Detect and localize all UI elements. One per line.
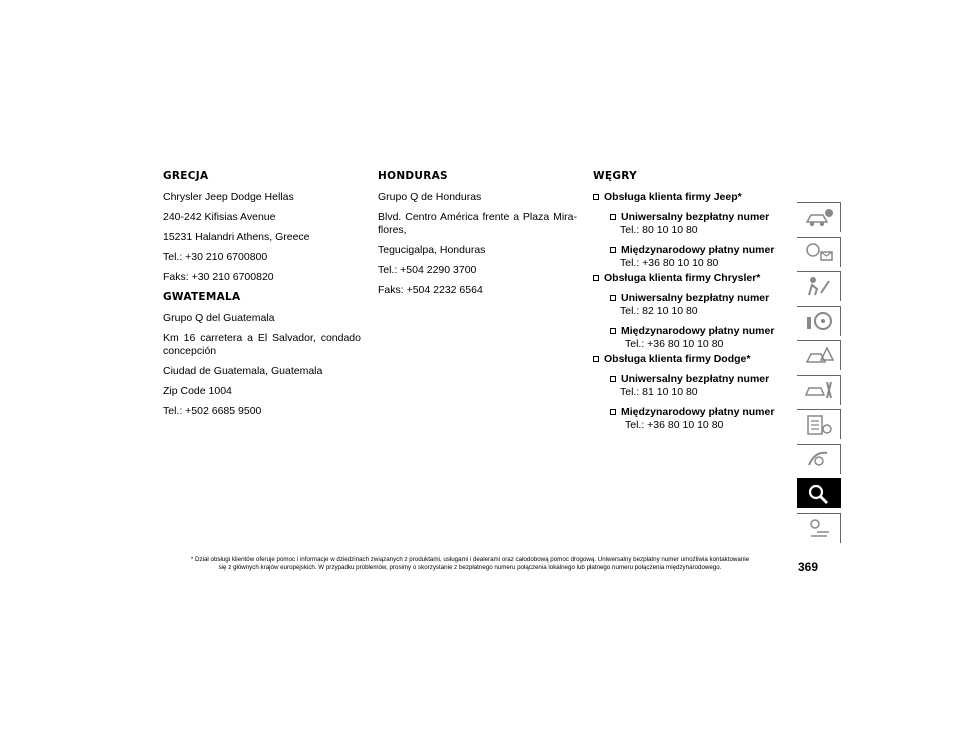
dashboard-mail-icon	[803, 240, 835, 264]
number-label: Międzynarodowy płatny numer	[621, 406, 775, 418]
honduras-line: Tegucigalpa, Honduras	[378, 244, 486, 256]
specs-icon	[803, 413, 835, 437]
tab-dashboard-mail[interactable]	[797, 237, 841, 267]
honduras-line: Tel.: +504 2290 3700	[378, 264, 477, 276]
greece-line: Chrysler Jeep Dodge Hellas	[163, 191, 294, 203]
footnote	[160, 556, 780, 572]
tab-warning[interactable]	[797, 340, 841, 370]
service-group-chrysler	[593, 272, 778, 351]
phone-value: Tel.: 82 10 10 80	[620, 305, 698, 317]
column-middle	[378, 170, 577, 304]
page-number: 369	[798, 560, 819, 574]
section-heading-hungary: WĘGRY	[593, 170, 637, 182]
service-group-dodge	[593, 353, 778, 432]
number-label: Międzynarodowy płatny numer	[621, 244, 775, 256]
tab-index[interactable]	[797, 513, 841, 543]
multimedia-icon	[803, 447, 835, 471]
group-title: Obsługa klienta firmy Jeep*	[604, 191, 742, 203]
tab-safety[interactable]	[797, 271, 841, 301]
service-group-jeep	[593, 191, 778, 270]
safety-person-icon	[803, 275, 835, 299]
greece-line: Tel.: +30 210 6700800	[163, 251, 268, 263]
phone-value: Tel.: 81 10 10 80	[620, 386, 698, 398]
greece-line: 15231 Halandri Athens, Greece	[163, 231, 310, 243]
search-icon	[803, 482, 835, 506]
square-bullet-icon	[593, 194, 599, 200]
guatemala-line: Ciudad de Guatemala, Guatemala	[163, 365, 323, 377]
group-title: Obsługa klienta firmy Dodge*	[604, 353, 751, 365]
square-bullet-icon	[593, 356, 599, 362]
group-title: Obsługa klienta firmy Chrysler*	[604, 272, 761, 284]
honduras-line: Grupo Q de Honduras	[378, 191, 482, 203]
tab-multimedia[interactable]	[797, 444, 841, 474]
square-bullet-icon	[610, 376, 616, 382]
phone-value: Tel.: +36 80 10 10 80	[620, 257, 719, 269]
greece-line: 240-242 Kifisias Avenue	[163, 211, 276, 223]
tab-service[interactable]	[797, 375, 841, 405]
number-label: Międzynarodowy płatny numer	[621, 325, 775, 337]
square-bullet-icon	[610, 247, 616, 253]
tab-search[interactable]	[797, 478, 841, 508]
square-bullet-icon	[593, 275, 599, 281]
steering-start-icon	[803, 309, 835, 333]
number-label: Uniwersalny bezpłatny numer	[621, 211, 770, 223]
tab-car-info[interactable]	[797, 202, 841, 232]
square-bullet-icon	[610, 328, 616, 334]
phone-value: Tel.: 80 10 10 80	[620, 224, 698, 236]
guatemala-line: Km 16 carretera a El Salvador, condado concepción	[163, 332, 361, 357]
guatemala-line: Zip Code 1004	[163, 385, 232, 397]
chapter-tabs	[797, 202, 841, 547]
column-left	[163, 170, 361, 425]
section-heading-guatemala: GWATEMALA	[163, 291, 241, 303]
footnote-line: * Dział obsługi klientów oferuje pomoc i informacje w dziedzinach związanych z produktami, usługami i dealerami oraz całodobową pomoc drogową. Uniwersalny bezpłatny numer umożliwia kontaktowanie	[190, 556, 750, 563]
square-bullet-icon	[610, 409, 616, 415]
tab-specs[interactable]	[797, 409, 841, 439]
honduras-line: Blvd. Centro América frente a Plaza Mira-flores,	[378, 211, 577, 236]
number-label: Uniwersalny bezpłatny numer	[621, 373, 770, 385]
index-icon	[803, 516, 835, 540]
section-heading-honduras: HONDURAS	[378, 170, 448, 182]
guatemala-line: Grupo Q del Guatemala	[163, 312, 275, 324]
footnote-line: się z głównych krajów europejskich. W przypadku problemów, prosimy o skorzystanie z bezpłatnego numeru połączenia lokalnego lub płatnego numeru połączenia międzynarodowego.	[218, 564, 722, 571]
square-bullet-icon	[610, 214, 616, 220]
car-info-icon	[803, 206, 835, 230]
section-heading-greece: GRECJA	[163, 170, 209, 182]
phone-value: Tel.: +36 80 10 10 80	[625, 419, 724, 431]
column-right	[593, 170, 778, 434]
guatemala-line: Tel.: +502 6685 9500	[163, 405, 262, 417]
warning-car-icon	[803, 344, 835, 368]
number-label: Uniwersalny bezpłatny numer	[621, 292, 770, 304]
tab-steering[interactable]	[797, 306, 841, 336]
honduras-line: Faks: +504 2232 6564	[378, 284, 483, 296]
square-bullet-icon	[610, 295, 616, 301]
phone-value: Tel.: +36 80 10 10 80	[625, 338, 724, 350]
greece-line: Faks: +30 210 6700820	[163, 271, 274, 283]
car-service-icon	[803, 378, 835, 402]
